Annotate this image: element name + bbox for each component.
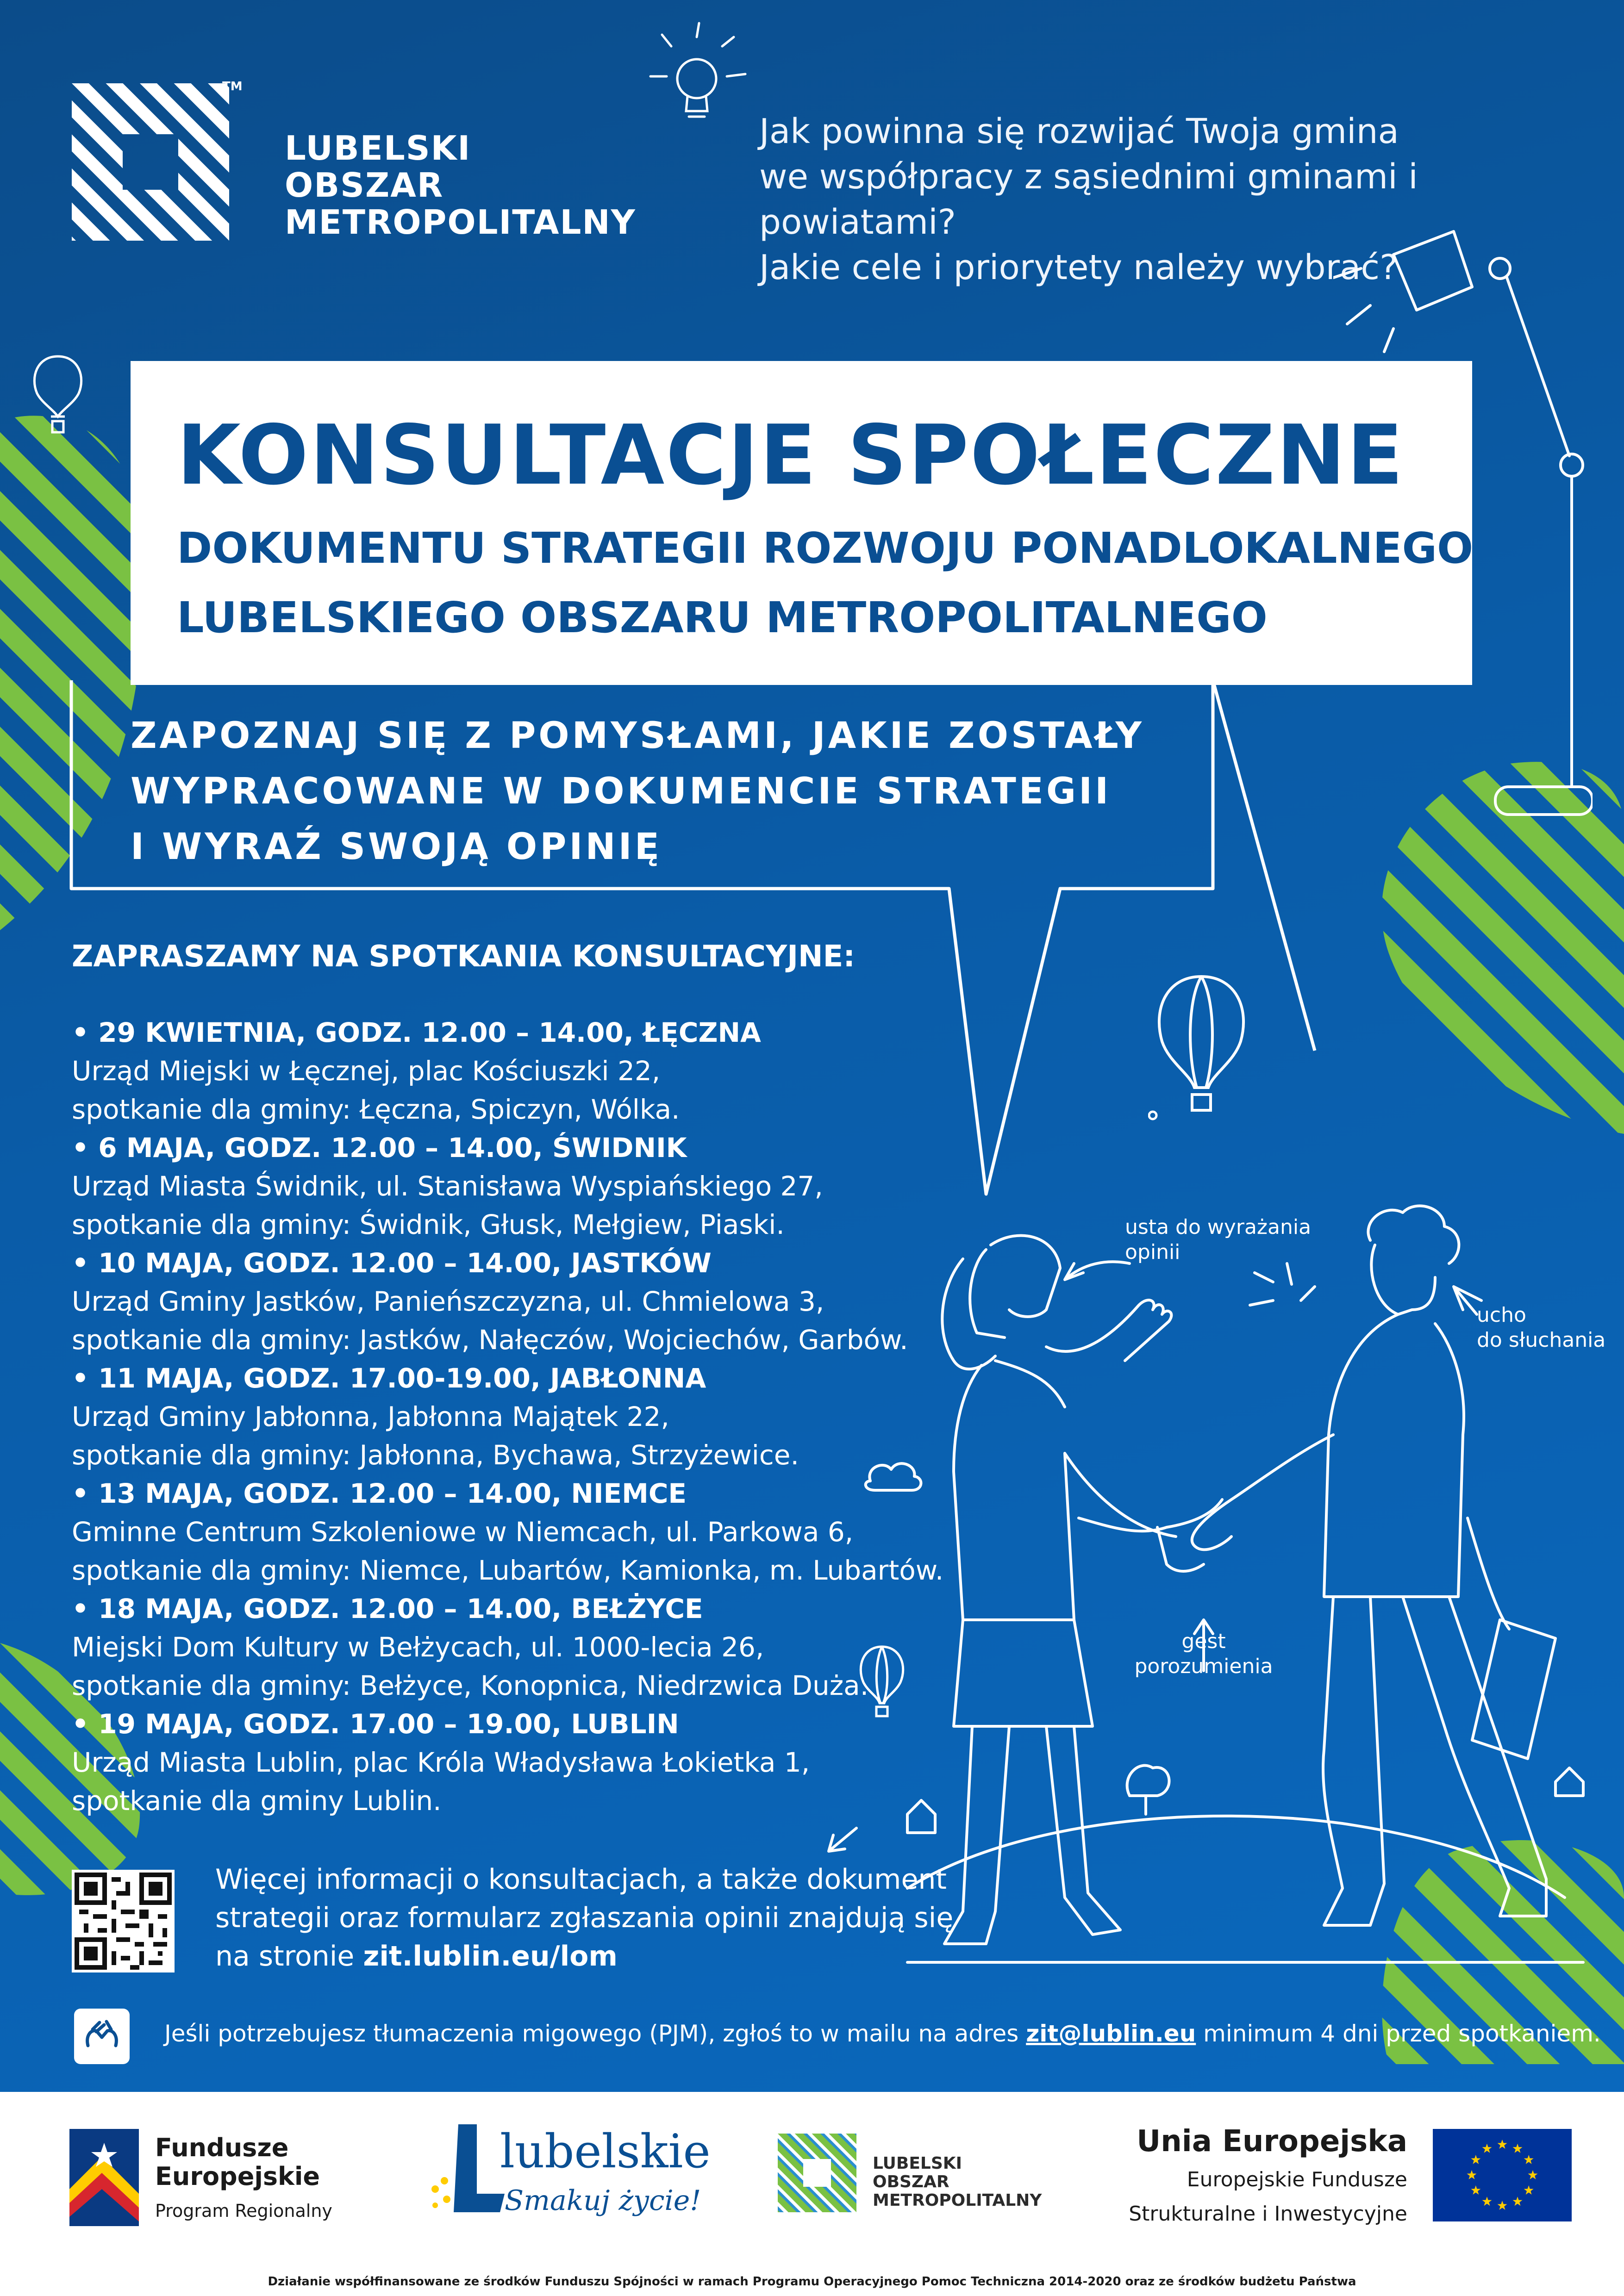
- label-ucho-line-1: ucho: [1477, 1303, 1526, 1327]
- headline-title: KONSULTACJE SPOŁECZNE: [177, 407, 1405, 503]
- label-ucho: [1477, 1303, 1605, 1353]
- eu-title: Unia Europejska: [1137, 2124, 1407, 2159]
- logo-line-2: OBSZAR: [285, 166, 444, 205]
- fundusze-europejskie-logo-icon: [69, 2129, 139, 2226]
- qr-code-icon: [75, 1873, 172, 1970]
- label-usta-line-2: opinii: [1125, 1240, 1181, 1264]
- logo-line-3: METROPOLITALNY: [285, 203, 636, 242]
- event-place: Miejski Dom Kultury w Bełżycach, ul. 1000-lecia 26,: [72, 1631, 764, 1663]
- fe-subtitle: Program Regionalny: [155, 2201, 332, 2221]
- fe-line-2: Europejskie: [155, 2162, 320, 2191]
- more-info-prefix: na stronie: [215, 1940, 363, 1972]
- lom-small-line-1: LUBELSKI: [873, 2154, 962, 2173]
- sign-language-notice: [164, 2020, 1601, 2047]
- pjm-prefix: Jeśli potrzebujesz tłumaczenia migowego (PJM), zgłoś to w mailu na adres: [164, 2020, 1026, 2047]
- event-gminy: spotkanie dla gminy: Niemce, Lubartów, Kamionka, m. Lubartów.: [72, 1555, 944, 1586]
- label-gest: [1134, 1629, 1273, 1679]
- question-line-3: Jakie cele i priorytety należy wybrać?: [759, 248, 1398, 287]
- intro-callout: [131, 708, 1144, 875]
- intro-line-1: ZAPOZNAJ SIĘ Z POMYSŁAMI, JAKIE ZOSTAŁY: [131, 715, 1145, 757]
- more-info-line-2: strategii oraz formularz zgłaszania opinii znajdują się: [215, 1902, 954, 1934]
- pjm-email-link[interactable]: zit@lublin.eu: [1026, 2020, 1196, 2047]
- label-gest-line-1: gest: [1181, 1630, 1226, 1653]
- label-gest-line-2: porozumienia: [1134, 1655, 1273, 1678]
- lom-small-text: [873, 2154, 1042, 2210]
- event-place: Urząd Miasta Lublin, plac Króla Władysława Łokietka 1,: [72, 1747, 810, 1778]
- intro-line-2: WYPRACOWANE W DOKUMENCIE STRATEGII: [131, 771, 1112, 812]
- footer-logos: [0, 2092, 1624, 2296]
- event-heading: • 13 MAJA, GODZ. 12.00 – 14.00, NIEMCE: [72, 1478, 687, 1509]
- more-info-url-link[interactable]: zit.lublin.eu/lom: [363, 1940, 618, 1972]
- event-heading: • 29 KWIETNIA, GODZ. 12.00 – 14.00, ŁĘCZNA: [72, 1017, 761, 1048]
- event-gminy: spotkanie dla gminy: Jabłonna, Bychawa, Strzyżewice.: [72, 1439, 799, 1471]
- eu-sub-1: Europejskie Fundusze: [1187, 2168, 1407, 2191]
- fe-line-1: Fundusze: [155, 2133, 289, 2162]
- question-line-2: we współpracy z sąsiednimi gminami i powiatami?: [759, 157, 1418, 242]
- fundusze-europejskie-text: [155, 2134, 320, 2191]
- pjm-suffix: minimum 4 dni przed spotkaniem.: [1196, 2020, 1601, 2047]
- more-info: [215, 1860, 953, 1976]
- event-gminy: spotkanie dla gminy: Bełżyce, Konopnica, Niedrzwica Duża.: [72, 1670, 869, 1701]
- label-usta: [1125, 1215, 1311, 1265]
- logo-text: [285, 130, 636, 241]
- sign-language-icon: [74, 2009, 130, 2064]
- label-ucho-line-2: do słuchania: [1477, 1328, 1606, 1352]
- event-place: Urząd Miejski w Łęcznej, plac Kościuszki 22,: [72, 1055, 661, 1087]
- headline-card: [131, 361, 1472, 685]
- balloon-icon-top-left: [28, 352, 88, 440]
- eu-text: [1111, 2124, 1407, 2227]
- eu-sub-2: Strukturalne i Inwestycyjne: [1129, 2202, 1407, 2226]
- more-info-line-1: Więcej informacji o konsultacjach, a także dokument: [215, 1863, 947, 1896]
- invite-heading: ZAPRASZAMY NA SPOTKANIA KONSULTACYJNE:: [72, 940, 855, 974]
- lightbulb-icon: [634, 19, 755, 125]
- event-heading: • 10 MAJA, GODZ. 12.00 – 14.00, JASTKÓW: [72, 1247, 712, 1279]
- logo-line-1: LUBELSKI: [285, 129, 471, 168]
- event-gminy: spotkanie dla gminy: Świdnik, Głusk, Mełgiew, Piaski.: [72, 1209, 785, 1240]
- event-item: [72, 1014, 951, 1129]
- eu-flag-icon: [1433, 2129, 1572, 2221]
- event-place: Urząd Gminy Jastków, Panieńszczyzna, ul. Chmielowa 3,: [72, 1286, 824, 1317]
- lubelskie-logo-icon: [426, 2120, 509, 2217]
- lom-logo-icon: [72, 83, 229, 241]
- lom-small-line-3: METROPOLITALNY: [873, 2191, 1042, 2210]
- event-heading: • 19 MAJA, GODZ. 17.00 – 19.00, LUBLIN: [72, 1708, 679, 1740]
- event-place: Urząd Gminy Jabłonna, Jabłonna Majątek 22,: [72, 1401, 669, 1432]
- lubelskie-slogan: Smakuj życie!: [505, 2184, 701, 2217]
- event-gminy: spotkanie dla gminy Lublin.: [72, 1785, 442, 1817]
- event-heading: • 18 MAJA, GODZ. 12.00 – 14.00, BEŁŻYCE: [72, 1593, 703, 1624]
- question-line-1: Jak powinna się rozwijać Twoja gmina: [759, 112, 1399, 151]
- event-heading: • 11 MAJA, GODZ. 17.00-19.00, JABŁONNA: [72, 1363, 706, 1394]
- label-usta-line-1: usta do wyrażania: [1125, 1215, 1312, 1239]
- intro-line-3: I WYRAŹ SWOJĄ OPINIĘ: [131, 826, 662, 868]
- headline-subtitle: [177, 514, 1473, 653]
- lubelskie-text: lubelskie: [500, 2124, 711, 2178]
- subtitle-line-2: LUBELSKIEGO OBSZARU METROPOLITALNEGO: [177, 593, 1268, 642]
- event-gminy: spotkanie dla gminy: Jastków, Nałęczów, Wojciechów, Garbów.: [72, 1324, 908, 1356]
- event-place: Gminne Centrum Szkoleniowe w Niemcach, ul. Parkowa 6,: [72, 1516, 854, 1548]
- event-heading: • 6 MAJA, GODZ. 12.00 – 14.00, ŚWIDNIK: [72, 1132, 687, 1164]
- event-gminy: spotkanie dla gminy: Łęczna, Spiczyn, Wólka.: [72, 1094, 680, 1125]
- qr-code[interactable]: [72, 1870, 175, 1972]
- funding-note: Działanie współfinansowane ze środków Funduszu Spójności w ramach Programu Operacyjnego Pomoc Techniczna 2014-2020 oraz ze środków budżetu Państwa: [268, 2275, 1356, 2289]
- event-place: Urząd Miasta Świdnik, ul. Stanisława Wyspiańskiego 27,: [72, 1170, 823, 1202]
- lom-small-line-2: OBSZAR: [873, 2172, 949, 2191]
- subtitle-line-1: DOKUMENTU STRATEGII ROZWOJU PONADLOKALNEGO: [177, 523, 1474, 573]
- logo-tm: TM: [222, 80, 243, 93]
- lom-small-logo-icon: [778, 2134, 856, 2212]
- more-info-line-3: [215, 1937, 953, 1976]
